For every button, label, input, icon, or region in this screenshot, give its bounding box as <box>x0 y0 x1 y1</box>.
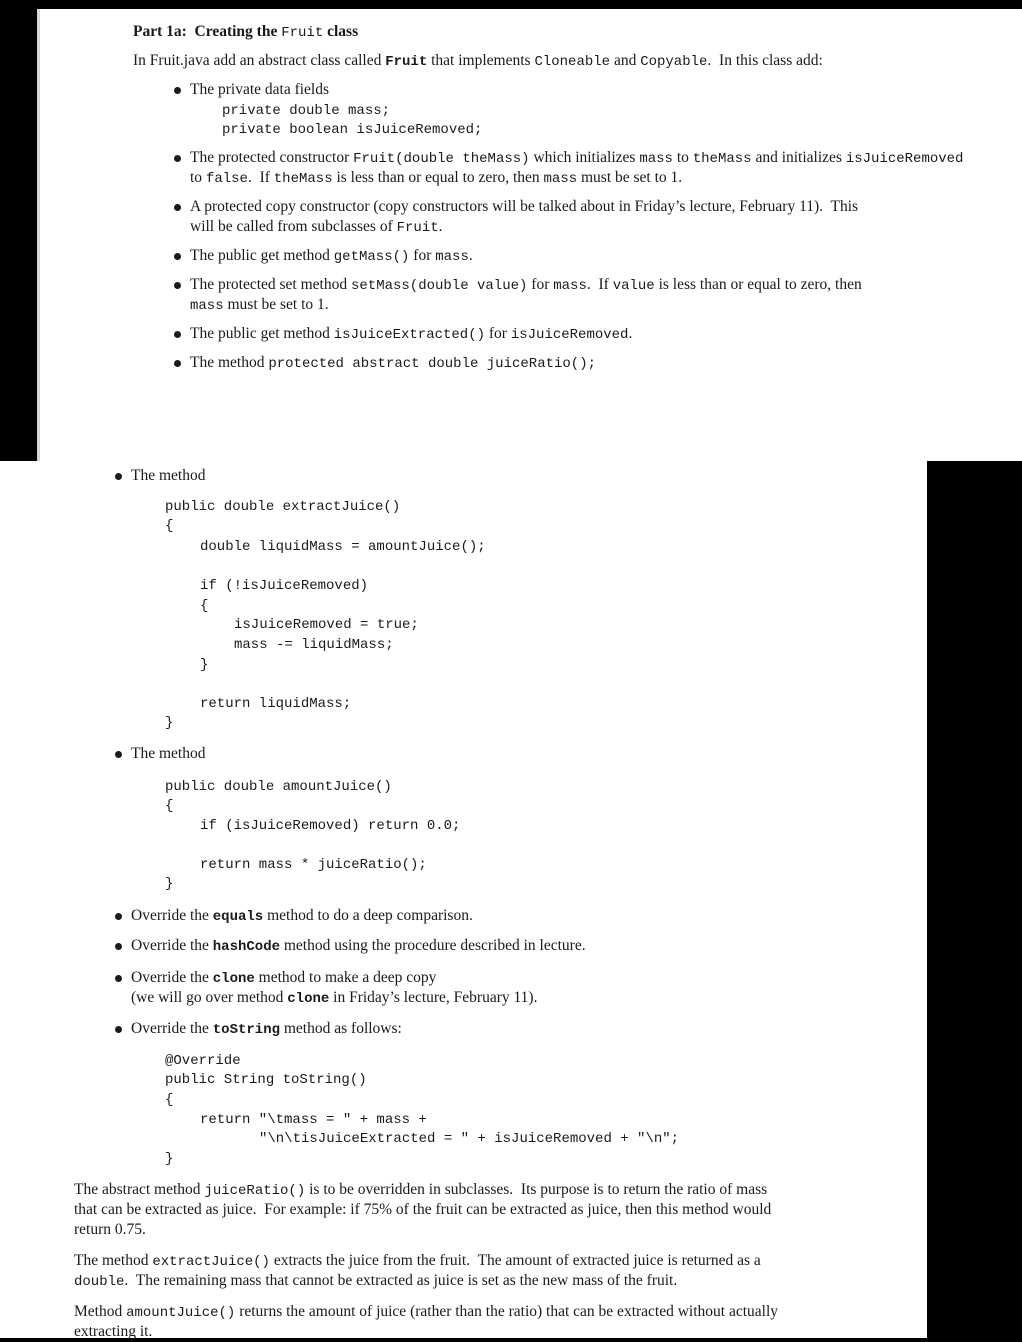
intro-text: In Fruit.java add an abstract class called Fruit that implements Cloneable and Copyable. In this class add: <box>133 52 823 70</box>
code-line: public double amountJuice() <box>165 779 392 795</box>
bullet-icon <box>115 943 122 950</box>
code-line: } <box>165 715 174 731</box>
code-line: { <box>200 598 209 614</box>
code-line: } <box>165 876 174 892</box>
code-line: isJuiceRemoved = true; <box>234 617 419 633</box>
code-line: double liquidMass = amountJuice(); <box>200 539 486 555</box>
override-hashcode: Override the hashCode method using the procedure described in lecture. <box>131 937 586 955</box>
bullet-constructor-line2: to false. If theMass is less than or equal to zero, then mass must be set to 1. <box>190 169 683 187</box>
paragraph-amount-line2: extracting it. <box>74 1323 153 1340</box>
bullet-icon <box>115 975 122 982</box>
code-line: { <box>165 798 174 814</box>
bullet-icon <box>174 204 181 211</box>
code-line: @Override <box>165 1053 241 1069</box>
paragraph-extract-line2: double. The remaining mass that cannot be extracted as juice is set as the new mass of the fruit. <box>74 1272 678 1290</box>
the-method-label: The method <box>131 745 206 762</box>
bullet-icon <box>174 253 181 260</box>
bullet-setmass-line2: mass must be set to 1. <box>190 296 329 314</box>
code-line: } <box>200 657 209 673</box>
bullet-icon <box>174 360 181 367</box>
code-line: public double extractJuice() <box>165 499 401 515</box>
code-line: mass -= liquidMass; <box>234 637 394 653</box>
code-line: return "\tmass = " + mass + <box>200 1112 427 1128</box>
paragraph-juiceratio-line3: return 0.75. <box>74 1221 146 1238</box>
code-line: } <box>165 1151 174 1167</box>
code-line: public String toString() <box>165 1072 367 1088</box>
bullet-icon <box>174 87 181 94</box>
bullet-icon <box>115 751 122 758</box>
bullet-data-fields: The private data fields <box>190 81 330 98</box>
override-clone-line1: Override the clone method to make a deep copy <box>131 969 437 987</box>
page-margin <box>0 461 37 1338</box>
bullet-isjuiceextracted: The public get method isJuiceExtracted() for isJuiceRemoved. <box>190 325 633 343</box>
code-line: if (isJuiceRemoved) return 0.0; <box>200 818 461 834</box>
code-line: return mass * juiceRatio(); <box>200 857 427 873</box>
bullet-icon <box>174 155 181 162</box>
the-method-label: The method <box>131 467 206 484</box>
document-page-top <box>37 9 1022 461</box>
code-line: "\n\tisJuiceExtracted = " + isJuiceRemoved + "\n"; <box>259 1131 680 1147</box>
bullet-setmass-line1: The protected set method setMass(double value) for mass. If value is less than or equal to zero, then <box>190 276 862 294</box>
code-line: { <box>165 518 174 534</box>
override-tostring: Override the toString method as follows: <box>131 1020 402 1038</box>
code-line: return liquidMass; <box>200 696 352 712</box>
code-line: { <box>165 1092 174 1108</box>
page-edge <box>37 9 40 461</box>
bullet-copy-ctor-line2: will be called from subclasses of Fruit. <box>190 218 443 236</box>
paragraph-juiceratio-line2: that can be extracted as juice. For example: if 75% of the fruit can be extracted as juice, then this method would <box>74 1201 772 1218</box>
bullet-constructor-line1: The protected constructor Fruit(double theMass) which initializes mass to theMass and initializes isJuiceRemoved <box>190 149 964 167</box>
bullet-icon <box>115 473 122 480</box>
bullet-icon <box>115 913 122 920</box>
section-title: Part 1a: Creating the Fruit class <box>133 23 359 41</box>
code-line: private double mass; <box>222 103 391 119</box>
bullet-icon <box>174 331 181 338</box>
paragraph-juiceratio-line1: The abstract method juiceRatio() is to be overridden in subclasses. Its purpose is to return the ratio of mass <box>74 1181 768 1199</box>
bullet-copy-ctor-line1: A protected copy constructor (copy constructors will be talked about in Friday’s lecture, February 11). This <box>190 198 859 215</box>
code-line: if (!isJuiceRemoved) <box>200 578 369 594</box>
override-clone-line2: (we will go over method clone in Friday’s lecture, February 11). <box>131 989 538 1007</box>
paragraph-extract-line1: The method extractJuice() extracts the juice from the fruit. The amount of extracted juice is returned as a <box>74 1252 761 1270</box>
bullet-icon <box>115 1026 122 1033</box>
bullet-getmass: The public get method getMass() for mass. <box>190 247 473 265</box>
paragraph-amount-line1: Method amountJuice() returns the amount of juice (rather than the ratio) that can be extracted without actually <box>74 1303 779 1321</box>
code-line: private boolean isJuiceRemoved; <box>222 122 483 138</box>
bullet-icon <box>174 282 181 289</box>
bullet-juiceratio: The method protected abstract double juiceRatio(); <box>190 354 596 372</box>
override-equals: Override the equals method to do a deep comparison. <box>131 907 473 925</box>
